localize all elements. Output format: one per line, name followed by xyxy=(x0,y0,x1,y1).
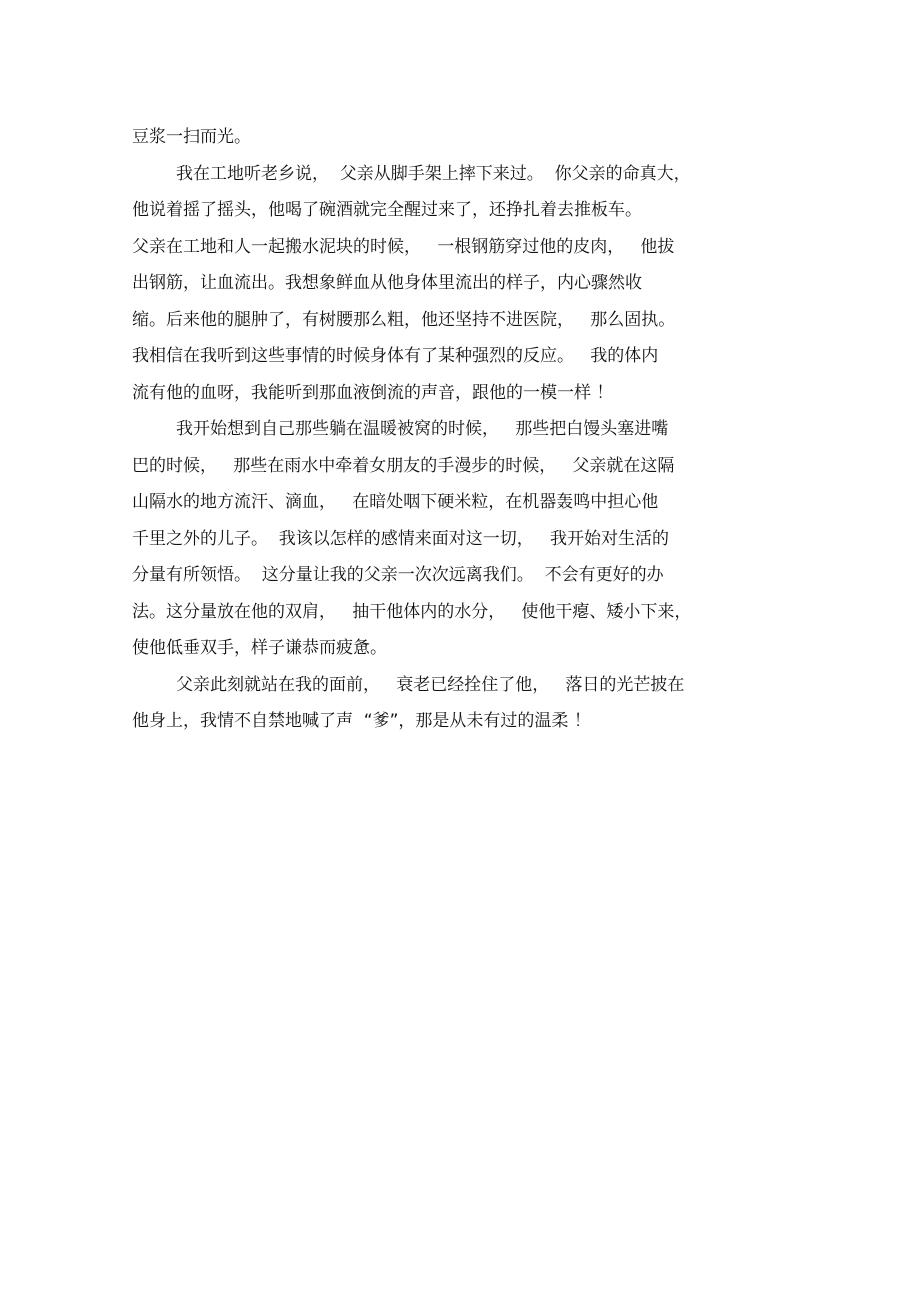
text-line: 我开始想到自己那些躺在温暖被窝的时候， 那些把白馒头塞进嘴 xyxy=(176,419,669,439)
text-line: 出钢筋，让血流出。我想象鲜血从他身体里流出的样子，内心骤然收 xyxy=(132,273,642,293)
document-body xyxy=(132,123,732,744)
text-line: 分量有所领悟。 这分量让我的父亲一次次远离我们。 不会有更好的办 xyxy=(132,565,664,585)
text-line: 我在工地听老乡说， 父亲从脚手架上摔下来过。 你父亲的命真大， xyxy=(176,163,691,184)
text-line: 豆浆一扫而光。 xyxy=(132,127,251,147)
text-line: 法。这分量放在他的双肩， 抽干他体内的水分， 使他干瘪、矮小下来， xyxy=(132,601,692,622)
text-line: 他身上，我情不自禁地喊了声 “爹”，那是从未有过的温柔 ！ xyxy=(132,711,591,731)
text-line: 流有他的血呀，我能听到那血液倒流的声音，跟他的一模一样 ！ xyxy=(132,382,614,403)
text-line: 我相信在我听到这些事情的时候身体有了某种强烈的反应。 我的体内 xyxy=(132,346,659,366)
text-line: 父亲此刻就站在我的面前， 衰老已经拴住了他， 落日的光芒披在 xyxy=(176,674,685,695)
text-line: 父亲在工地和人一起搬水泥块的时候， 一根钢筋穿过他的皮肉， 他拔 xyxy=(132,236,675,257)
text-line: 缩。后来他的腿肿了，有树腰那么粗，他还坚持不进医院， 那么固执。 xyxy=(132,309,676,330)
text-line: 巴的时候， 那些在雨水中牵着女朋友的手漫步的时候， 父亲就在这隔 xyxy=(132,455,675,476)
text-line: 千里之外的儿子。 我该以怎样的感情来面对这一切， 我开始对生活的 xyxy=(132,528,670,549)
text-line: 他说着摇了摇头，他喝了碗酒就完全醒过来了，还挣扎着去推板车。 xyxy=(132,200,642,220)
text-line: 山隔水的地方流汗、滴血， 在暗处咽下硬米粒，在机器轰鸣中担心他 xyxy=(132,492,659,512)
text-line: 使他低垂双手，样子谦恭而疲惫。 xyxy=(132,638,387,658)
